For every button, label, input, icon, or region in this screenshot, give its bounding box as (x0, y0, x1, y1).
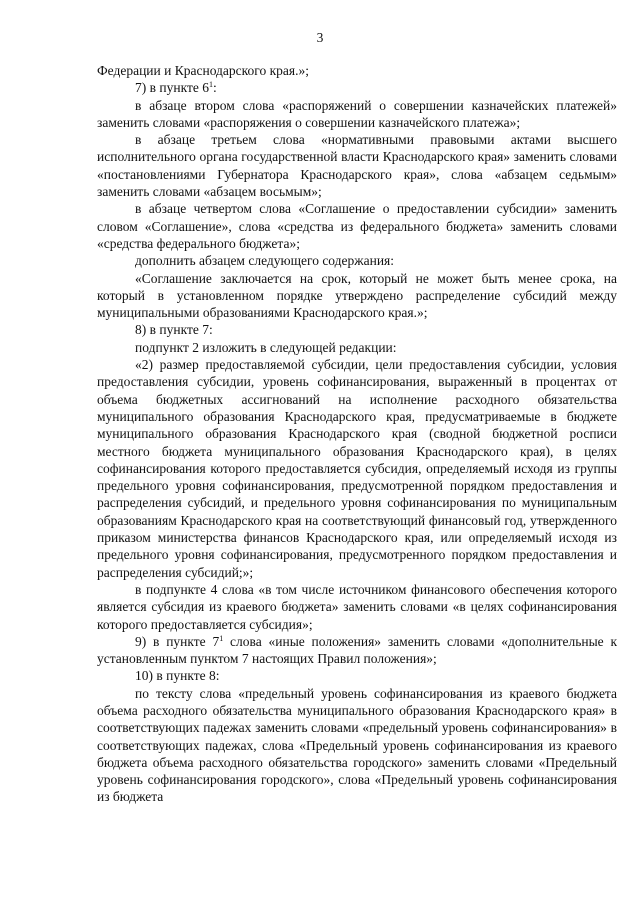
paragraph: подпункт 2 изложить в следующей редакции: (135, 339, 397, 355)
paragraph: 10) в пункте 8: (135, 668, 220, 684)
paragraph: 9) в пункте $7^1$ слова «иные положения» заменить словами «дополнительные к установленным пунктом 7 настоящих Правил положения»; (97, 633, 617, 667)
document-body (97, 62, 617, 806)
paragraph: Федерации и Краснодарского края.»; (97, 63, 309, 78)
paragraph: 8) в пункте 7: (135, 322, 213, 338)
paragraph: «Соглашение заключается на срок, который не может быть менее срока, на который в установленном порядке утверждено распределение субсидий между муниципальными образованиями Краснодарского края.»; (97, 270, 617, 321)
paragraph: в абзаце четвертом слова «Соглашение о предоставлении субсидии» заменить словом «Соглашение», слова «средства из федерального бюджета» заменить словами «средства федерального бюджета»; (97, 201, 617, 251)
paragraph: в абзаце третьем слова «нормативными правовыми актами высшего исполнительного органа государственной власти Краснодарского края» заменить словами «постановлениями Губернатора Краснодарского края», слова «абзацем седьмым» заменить словами «абзацем восьмым»; (97, 132, 617, 200)
paragraph: дополнить абзацем следующего содержания: (135, 253, 395, 269)
paragraph: 7) в пункте $6^1$: (135, 80, 217, 96)
paragraph: по тексту слова «предельный уровень софинансирования из краевого бюджета объема расходного обязательства муниципального образования Краснодарского края» в соответствующих падежах заменить словами «предельный уровень софинансирования» в соответствующих падежах, слова «Предельный уровень софинансирования из краевого бюджета объема расходного обязательства городского» заменить словами «Предельный уровень софинансирования городского», слова «Предельный уровень софинансирования из бюджета (97, 685, 617, 805)
page-number: 3 (316, 30, 324, 45)
paragraph: в подпункте 4 слова «в том числе источником финансового обеспечения которого является субсидия из краевого бюджета» заменить словами «в целях софинансирования которого предоставляется субсидия»; (97, 581, 617, 632)
paragraph: в абзаце втором слова «распоряжений о совершении казначейских платежей» заменить словами «распоряжения о совершении казначейского платежа»; (97, 97, 617, 130)
paragraph: «2) размер предоставляемой субсидии, цели предоставления субсидии, условия предоставления субсидии, уровень софинансирования, выраженный в процентах от объема бюджетных ассигнований на исполнение расходного обязательства муниципального образования Краснодарского края, предусматриваемые в бюджете муниципального образования Краснодарского края (сводной бюджетной росписи местного бюджета муниципального образования Краснодарского края), в целях софинансирования которого предоставляется субсидия, определяемый исходя из группы предельного уровня софинансирования, предусмотренной порядком предоставления и распределения субсидий, и предельного уровня софинансирования по муниципальным образованиям Краснодарского края на соответствующий финансовый год, утвержденного приказом министерства финансов Краснодарского края, или определяемый исходя из предельного уровня софинансирования, предусмотренного порядком предоставления и распределения субсидий;»; (97, 357, 617, 580)
